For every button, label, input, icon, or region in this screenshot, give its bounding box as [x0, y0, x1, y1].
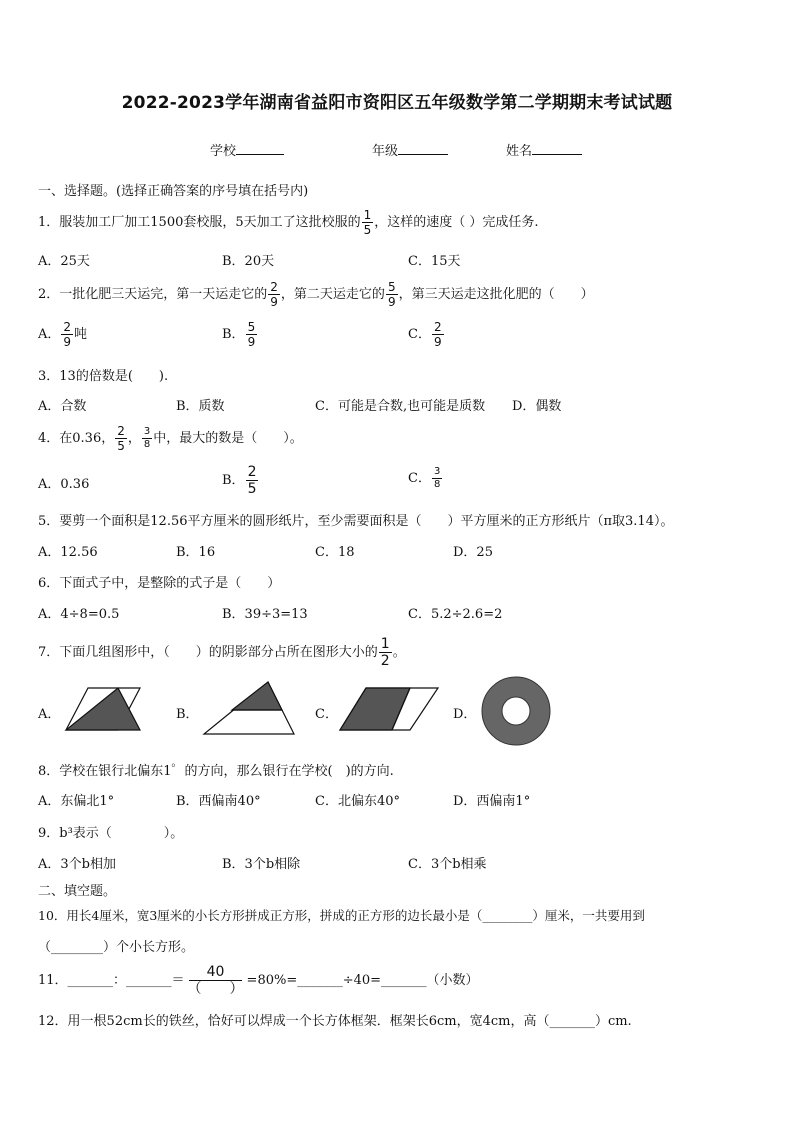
- q7-figure-c-parallelogram: [338, 686, 440, 732]
- q8-option-a[interactable]: A．东偏北1°: [38, 794, 115, 809]
- question-12: 12．用一根52cm长的铁丝，恰好可以焊成一个长方体框架．框架长6cm，宽4cm，高（_______）cm.: [38, 1014, 632, 1029]
- question-10-line-1: 10．用长4厘米，宽3厘米的小长方形拼成正方形，拼成的正方形的边长最小是（________）厘米，一共要用到: [38, 908, 645, 923]
- q1-text-post: ，这样的速度（ ）完成任务.: [374, 215, 539, 230]
- q5-option-d[interactable]: D．25: [453, 545, 493, 560]
- q4-fraction-1: $\frac{2}{5}$: [117, 424, 125, 453]
- q1-option-c[interactable]: C．15天: [408, 254, 461, 269]
- q1-option-b[interactable]: B．20天: [222, 254, 275, 269]
- q4-text-post: 中，最大的数是（ ）。: [153, 431, 303, 446]
- q9-option-a[interactable]: A．3个b相加: [38, 857, 116, 872]
- question-9: 9．b³表示（ ）。: [38, 826, 184, 841]
- grade-blank[interactable]: [398, 142, 448, 155]
- q2-fraction-2: $\frac{5}{9}$: [387, 280, 396, 309]
- question-2: [38, 280, 594, 309]
- q3-option-b[interactable]: B．质数: [176, 399, 225, 414]
- q7-fraction: $\frac{1}{2}$: [380, 636, 390, 669]
- q4-option-c-fraction: $\frac{3}{8}$: [433, 466, 441, 490]
- school-label: 学校: [210, 144, 237, 159]
- q7-text-pre: 7．下面几组图形中，（ ）的阴影部分占所在图形大小的: [38, 645, 378, 660]
- q1-fraction: $\frac{1}{5}$: [363, 208, 372, 237]
- q7-option-d[interactable]: D．: [453, 707, 477, 722]
- q7-option-b[interactable]: B．: [176, 707, 199, 722]
- q11-text-pre: 11．_______：_______＝: [38, 973, 185, 988]
- q4-text-pre: 4．在0.36，: [38, 431, 115, 446]
- q6-option-a[interactable]: A．4÷8=0.5: [38, 607, 120, 622]
- q4-option-b-fraction: $\frac{2}{5}$: [247, 464, 257, 497]
- grade-label: 年级: [372, 144, 399, 159]
- page-title: 2022-2023学年湖南省益阳市资阳区五年级数学第二学期期末考试试题: [121, 93, 673, 113]
- grade-field: [372, 140, 448, 159]
- q1-option-a[interactable]: A．25天: [38, 254, 90, 269]
- q7-figure-d-ring: [479, 676, 553, 746]
- q3-option-c[interactable]: C．可能是合数,也可能是质数: [315, 399, 486, 414]
- q2-text-pre: 2．一批化肥三天运完，第一天运走它的: [38, 287, 268, 302]
- question-4: 4．在0.36， $\frac{2}{5}$ ， $\frac{3}{8}$ 中，最大的数是（ ）。: [38, 424, 303, 453]
- q7-option-a[interactable]: A．: [38, 707, 61, 722]
- school-blank[interactable]: [236, 142, 284, 155]
- q8-option-d[interactable]: D．西偏南1°: [453, 794, 531, 809]
- q4-option-c[interactable]: C． $\frac{3}{8}$: [408, 466, 441, 490]
- q5-option-b[interactable]: B．16: [176, 545, 216, 560]
- q8-option-c[interactable]: C．北偏东40°: [315, 794, 400, 809]
- q7-figure-b-triangle: [202, 680, 296, 736]
- q2-option-a[interactable]: A． $\frac{2}{9}$ 吨: [38, 320, 88, 349]
- q8-option-b[interactable]: B．西偏南40°: [176, 794, 261, 809]
- q2-option-b-fraction: $\frac{5}{9}$: [247, 320, 256, 349]
- question-7: [38, 636, 406, 669]
- q9-option-c[interactable]: C．3个b相乘: [408, 857, 487, 872]
- question-6: 6．下面式子中，是整除的式子是（ ）: [38, 576, 281, 591]
- question-11: [38, 964, 479, 997]
- question-8: 8．学校在银行北偏东1゜的方向，那么银行在学校( )的方向.: [38, 764, 394, 779]
- name-field: [506, 140, 582, 159]
- q2-option-b[interactable]: B． $\frac{5}{9}$: [222, 320, 256, 349]
- q5-option-c[interactable]: C．18: [315, 545, 355, 560]
- name-blank[interactable]: [532, 142, 582, 155]
- q2-option-c-fraction: $\frac{2}{9}$: [433, 320, 442, 349]
- q6-option-c[interactable]: C．5.2÷2.6=2: [408, 607, 503, 622]
- q11-fraction: $\frac{40}{( )}$: [187, 964, 244, 997]
- q3-option-d[interactable]: D．偶数: [512, 399, 562, 414]
- q3-option-a[interactable]: A．合数: [38, 399, 87, 414]
- q2-fraction-1: $\frac{2}{9}$: [270, 280, 278, 309]
- q7-figure-a-parallelogram: [64, 686, 142, 732]
- question-3: 3．13的倍数是( ).: [38, 369, 169, 384]
- q4-fraction-2: $\frac{3}{8}$: [143, 426, 151, 450]
- question-5: 5．要剪一个面积是12.56平方厘米的圆形纸片，至少需要面积是（ ）平方厘米的正方形纸片（π取3.14）。: [38, 514, 674, 529]
- q2-option-a-fraction: $\frac{2}{9}$: [63, 320, 72, 349]
- q2-text-post: ，第三天运走这批化肥的（ ）: [398, 287, 594, 302]
- q4-option-b[interactable]: B． $\frac{2}{5}$: [222, 464, 257, 497]
- q6-option-b[interactable]: B．39÷3=13: [222, 607, 308, 622]
- q2-option-c[interactable]: C． $\frac{2}{9}$: [408, 320, 442, 349]
- q9-option-b[interactable]: B．3个b相除: [222, 857, 301, 872]
- q2-text-mid: ，第二天运走它的: [280, 287, 385, 302]
- q7-option-c[interactable]: C．: [315, 707, 338, 722]
- section-1-heading: 一、选择题。(选择正确答案的序号填在括号内): [38, 184, 309, 199]
- q5-option-a[interactable]: A．12.56: [38, 545, 98, 560]
- q11-text-post: =80%=_______÷40=_______（小数）: [246, 973, 479, 988]
- school-field: [210, 140, 284, 159]
- q1-text-pre: 1．服装加工厂加工1500套校服，5天加工了这批校服的: [38, 215, 361, 230]
- name-label: 姓名: [506, 144, 533, 159]
- q4-option-a[interactable]: A．0.36: [38, 477, 90, 492]
- question-10-line-2: （________）个小长方形。: [38, 940, 195, 955]
- question-1: [38, 208, 539, 237]
- q7-text-post: 。: [392, 645, 406, 660]
- section-2-heading: 二、填空题。: [38, 884, 117, 899]
